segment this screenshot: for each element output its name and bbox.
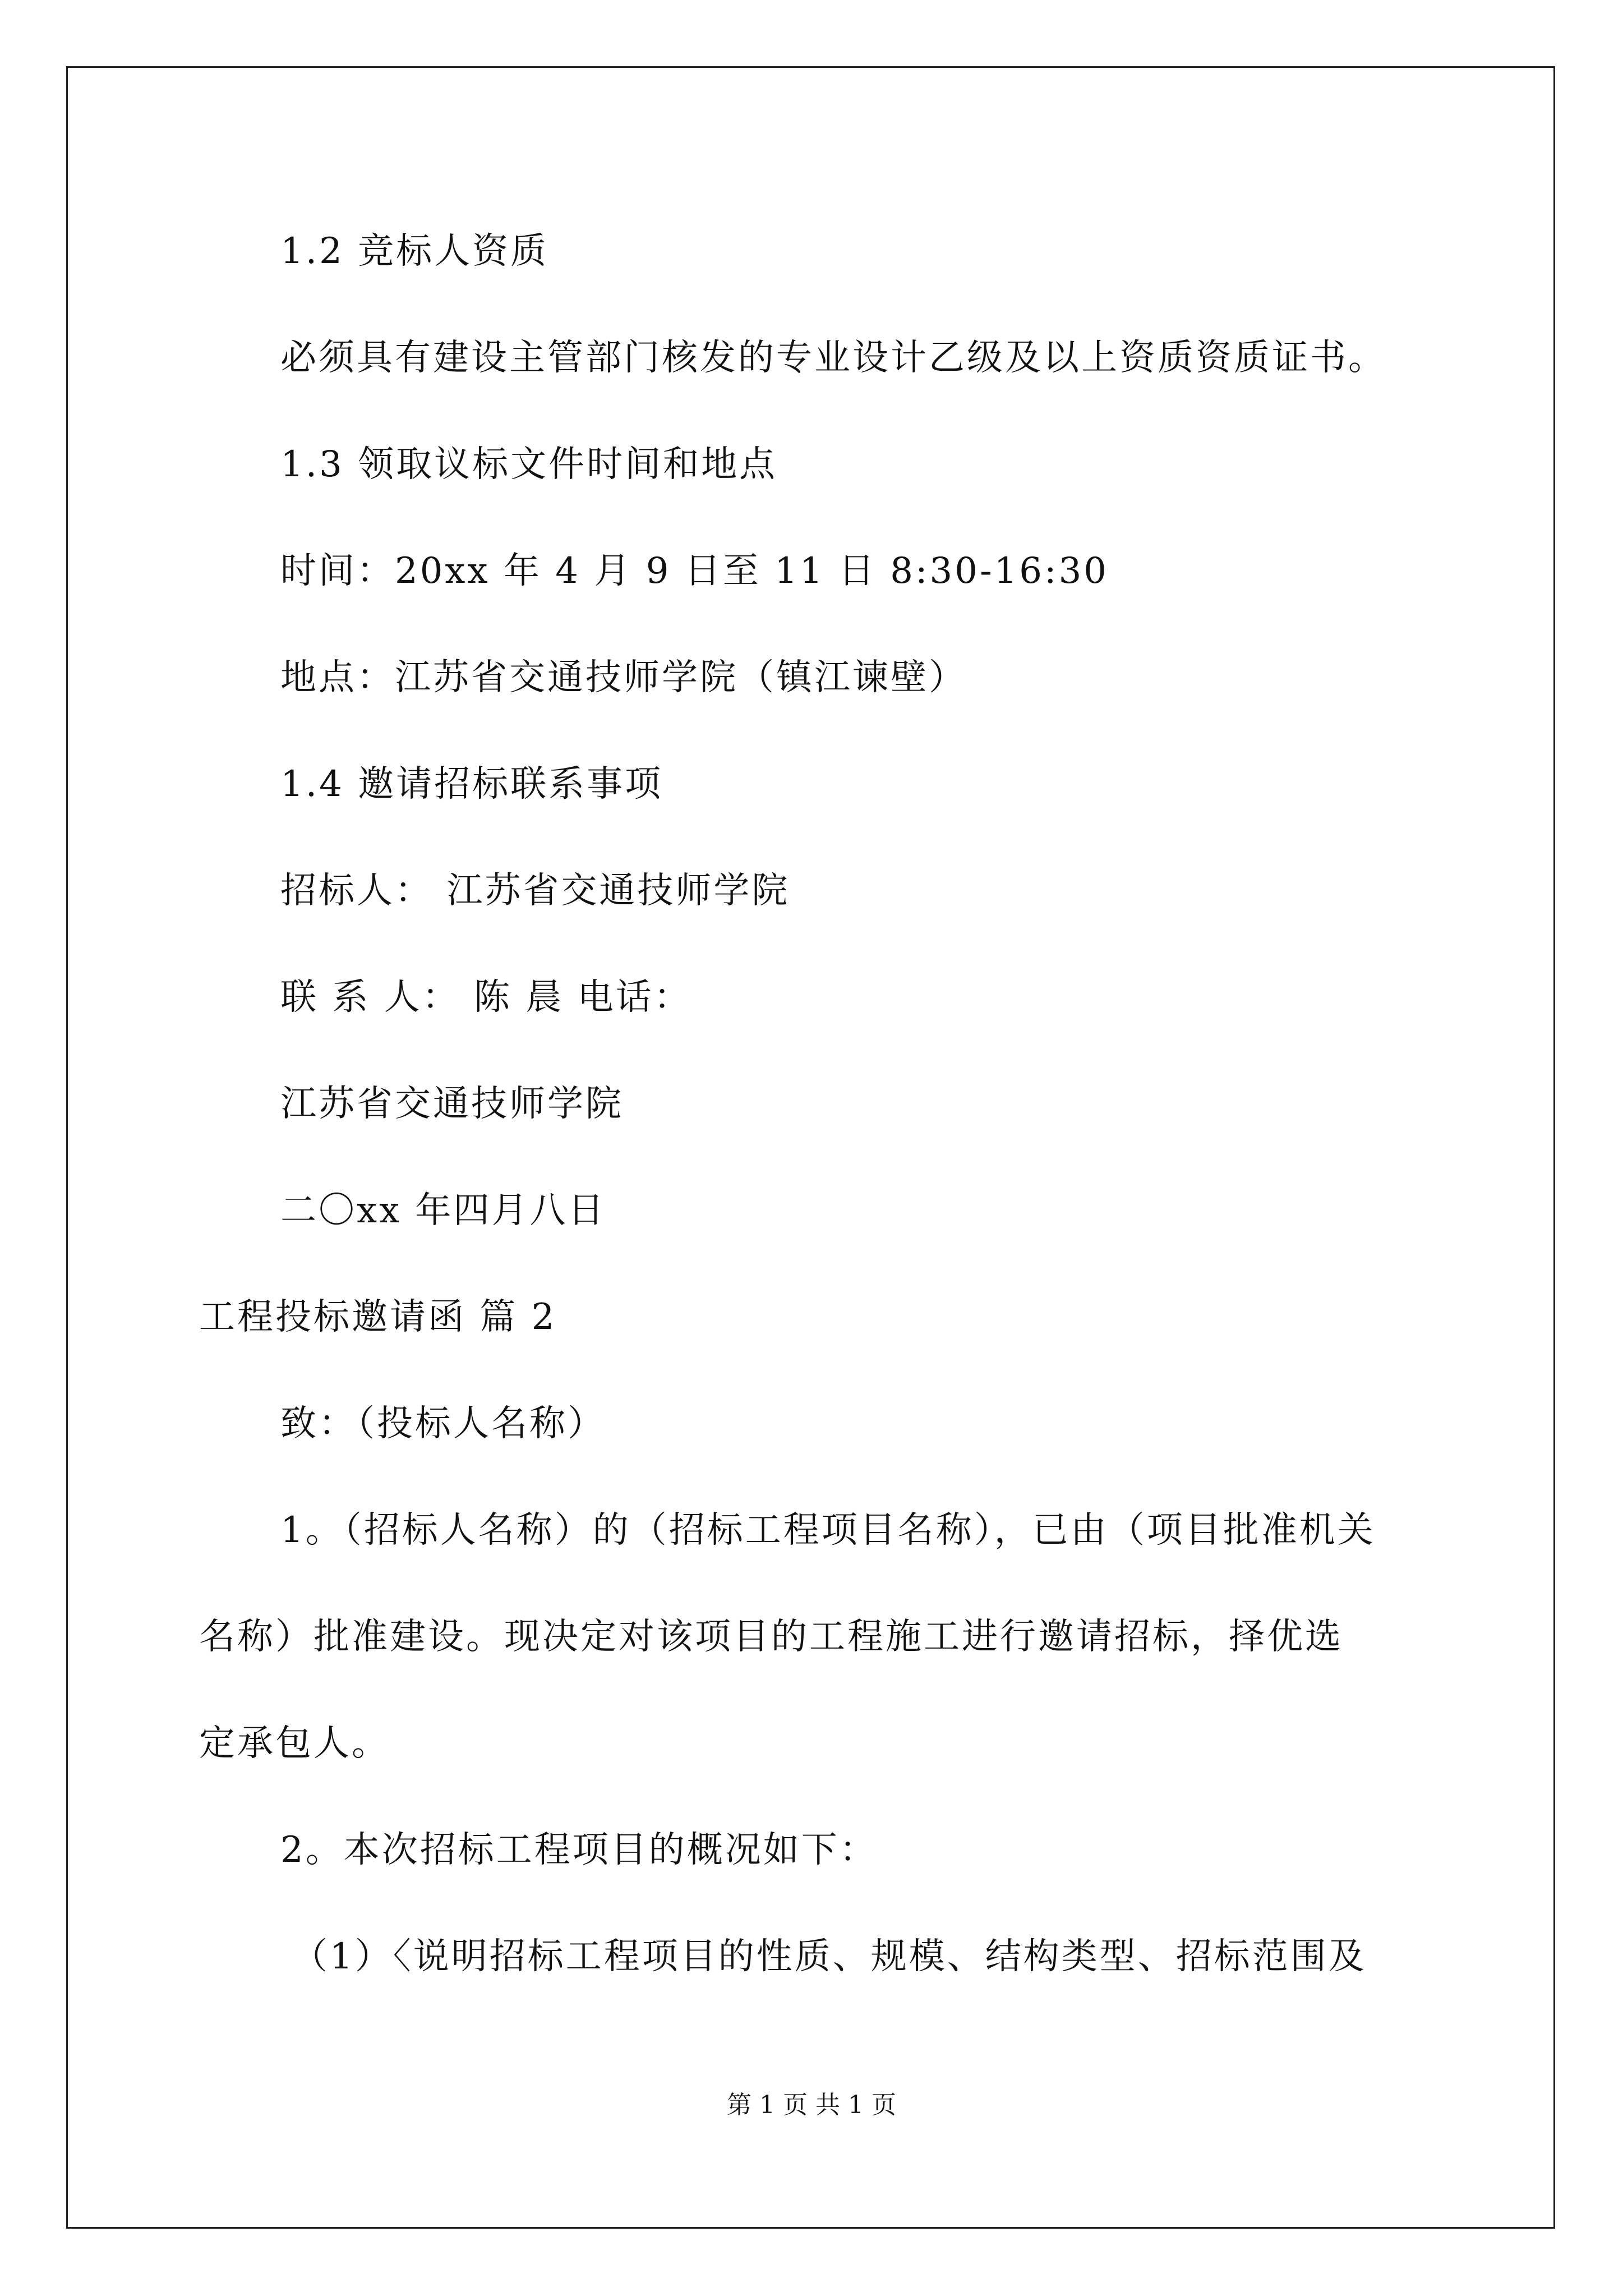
signature-organization: 江苏省交通技师学院 <box>280 1083 624 1125</box>
section-heading-1-3: 1.3 领取议标文件时间和地点 <box>280 444 778 485</box>
paragraph-1-line-1: 1。（招标人名称）的（招标工程项目名称），已由（项目批准机关 <box>280 1510 1376 1551</box>
paragraph-tenderer: 招标人： 江苏省交通技师学院 <box>280 870 790 912</box>
page-footer: 第 1 页 共 1 页 <box>727 2091 896 2119</box>
paragraph-2-item-1: （1）〈说明招标工程项目的性质、规模、结构类型、招标范围及 <box>292 1936 1367 1977</box>
paragraph-1-line-3: 定承包人。 <box>199 1723 390 1764</box>
paragraph-contact: 联 系 人： 陈 晨 电话： <box>280 977 692 1018</box>
article-title-part-2: 工程投标邀请函 篇 2 <box>199 1296 557 1338</box>
page-border <box>66 66 1555 2229</box>
signature-date: 二〇xx 年四月八日 <box>280 1190 606 1231</box>
paragraph-1-line-2: 名称）批准建设。现决定对该项目的工程施工进行邀请招标，择优选 <box>199 1616 1343 1658</box>
salutation: 致：（投标人名称） <box>280 1403 606 1444</box>
paragraph-2: 2。本次招标工程项目的概况如下： <box>280 1829 878 1871</box>
section-heading-1-2: 1.2 竞标人资质 <box>280 231 549 272</box>
paragraph-time: 时间：20xx 年 4 月 9 日至 11 日 8:30-16:30 <box>280 550 1109 592</box>
paragraph-qualification: 必须具有建设主管部门核发的专业设计乙级及以上资质资质证书。 <box>280 337 1386 379</box>
paragraph-location: 地点：江苏省交通技师学院（镇江谏壁） <box>280 657 967 698</box>
section-heading-1-4: 1.4 邀请招标联系事项 <box>280 763 663 805</box>
